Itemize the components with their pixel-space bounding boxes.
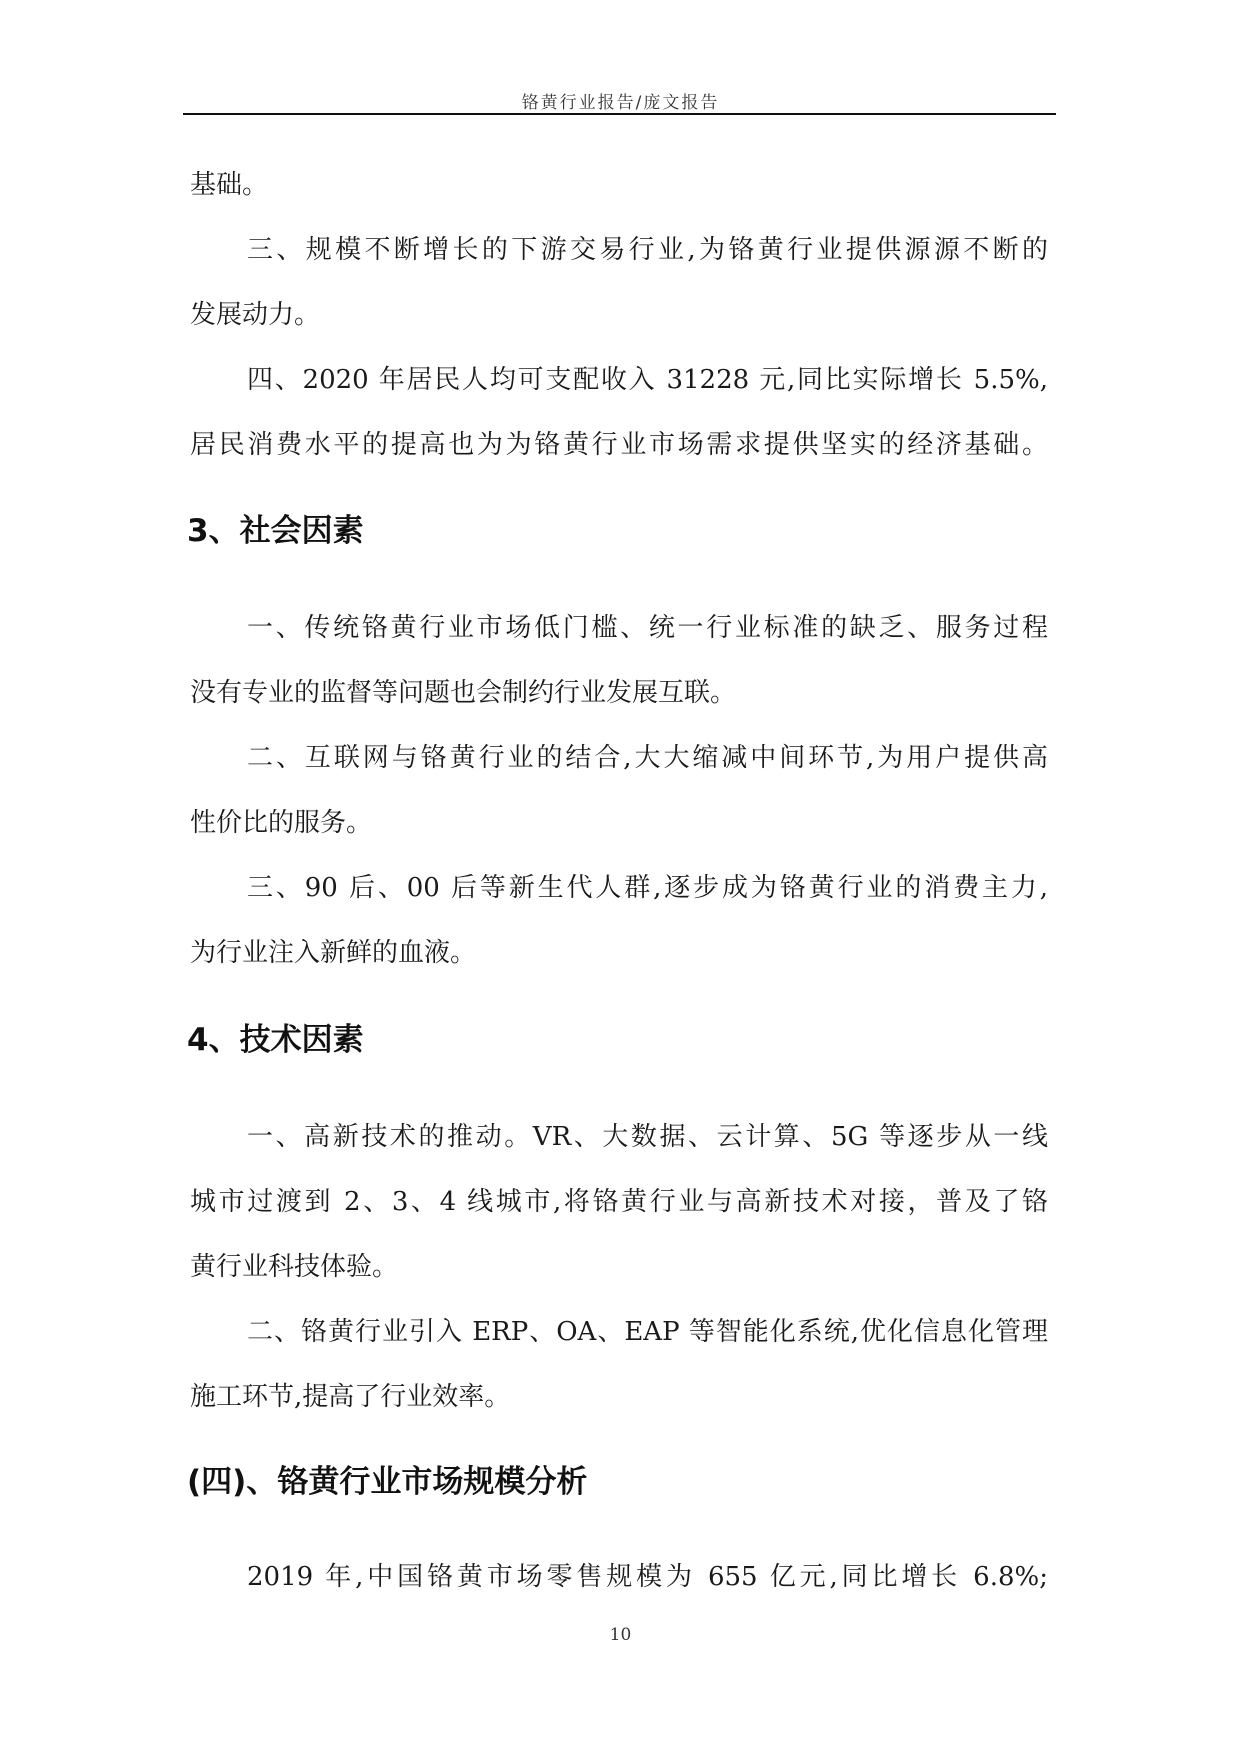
paragraph-line: 二、互联网与铬黄行业的结合,大大缩减中间环节,为用户提供高 <box>247 743 1048 773</box>
paragraph-line: 城市过渡到 2、3、4 线城市,将铬黄行业与高新技术对接，普及了铬 <box>190 1187 1048 1217</box>
paragraph-line: 一、高新技术的推动。VR、大数据、云计算、5G 等逐步从一线 <box>247 1122 1048 1152</box>
paragraph-line: 黄行业科技体验。 <box>190 1252 399 1282</box>
paragraph-line: 性价比的服务。 <box>190 808 373 838</box>
paragraph-line: 发展动力。 <box>190 300 321 330</box>
section-heading-market-size: (四)、铬黄行业市场规模分析 <box>187 1464 588 1500</box>
section-heading-technology: 4、技术因素 <box>187 1022 364 1058</box>
page-header-title: 铬黄行业报告/庞文报告 <box>521 93 720 113</box>
paragraph-line: 三、90 后、00 后等新生代人群,逐步成为铬黄行业的消费主力, <box>247 873 1048 903</box>
section-heading-social: 3、社会因素 <box>187 513 364 549</box>
header-rule <box>183 113 1056 115</box>
paragraph-line: 施工环节,提高了行业效率。 <box>190 1382 511 1412</box>
paragraph-line: 为行业注入新鲜的血液。 <box>190 938 477 968</box>
paragraph-line: 基础。 <box>190 170 269 200</box>
paragraph-line: 没有专业的监督等问题也会制约行业发展互联。 <box>190 678 737 708</box>
paragraph-line: 二、铬黄行业引入 ERP、OA、EAP 等智能化系统,优化信息化管理 <box>247 1317 1048 1347</box>
paragraph-line: 三、规模不断增长的下游交易行业,为铬黄行业提供源源不断的 <box>247 235 1048 265</box>
paragraph-line: 一、传统铬黄行业市场低门槛、统一行业标准的缺乏、服务过程 <box>247 613 1048 643</box>
paragraph-line: 居民消费水平的提高也为为铬黄行业市场需求提供坚实的经济基础。 <box>190 430 1048 460</box>
page-number: 10 <box>609 1625 632 1645</box>
paragraph-line: 2019 年,中国铬黄市场零售规模为 655 亿元,同比增长 6.8%; <box>247 1562 1048 1592</box>
paragraph-line: 四、2020 年居民人均可支配收入 31228 元,同比实际增长 5.5%, <box>247 365 1048 395</box>
